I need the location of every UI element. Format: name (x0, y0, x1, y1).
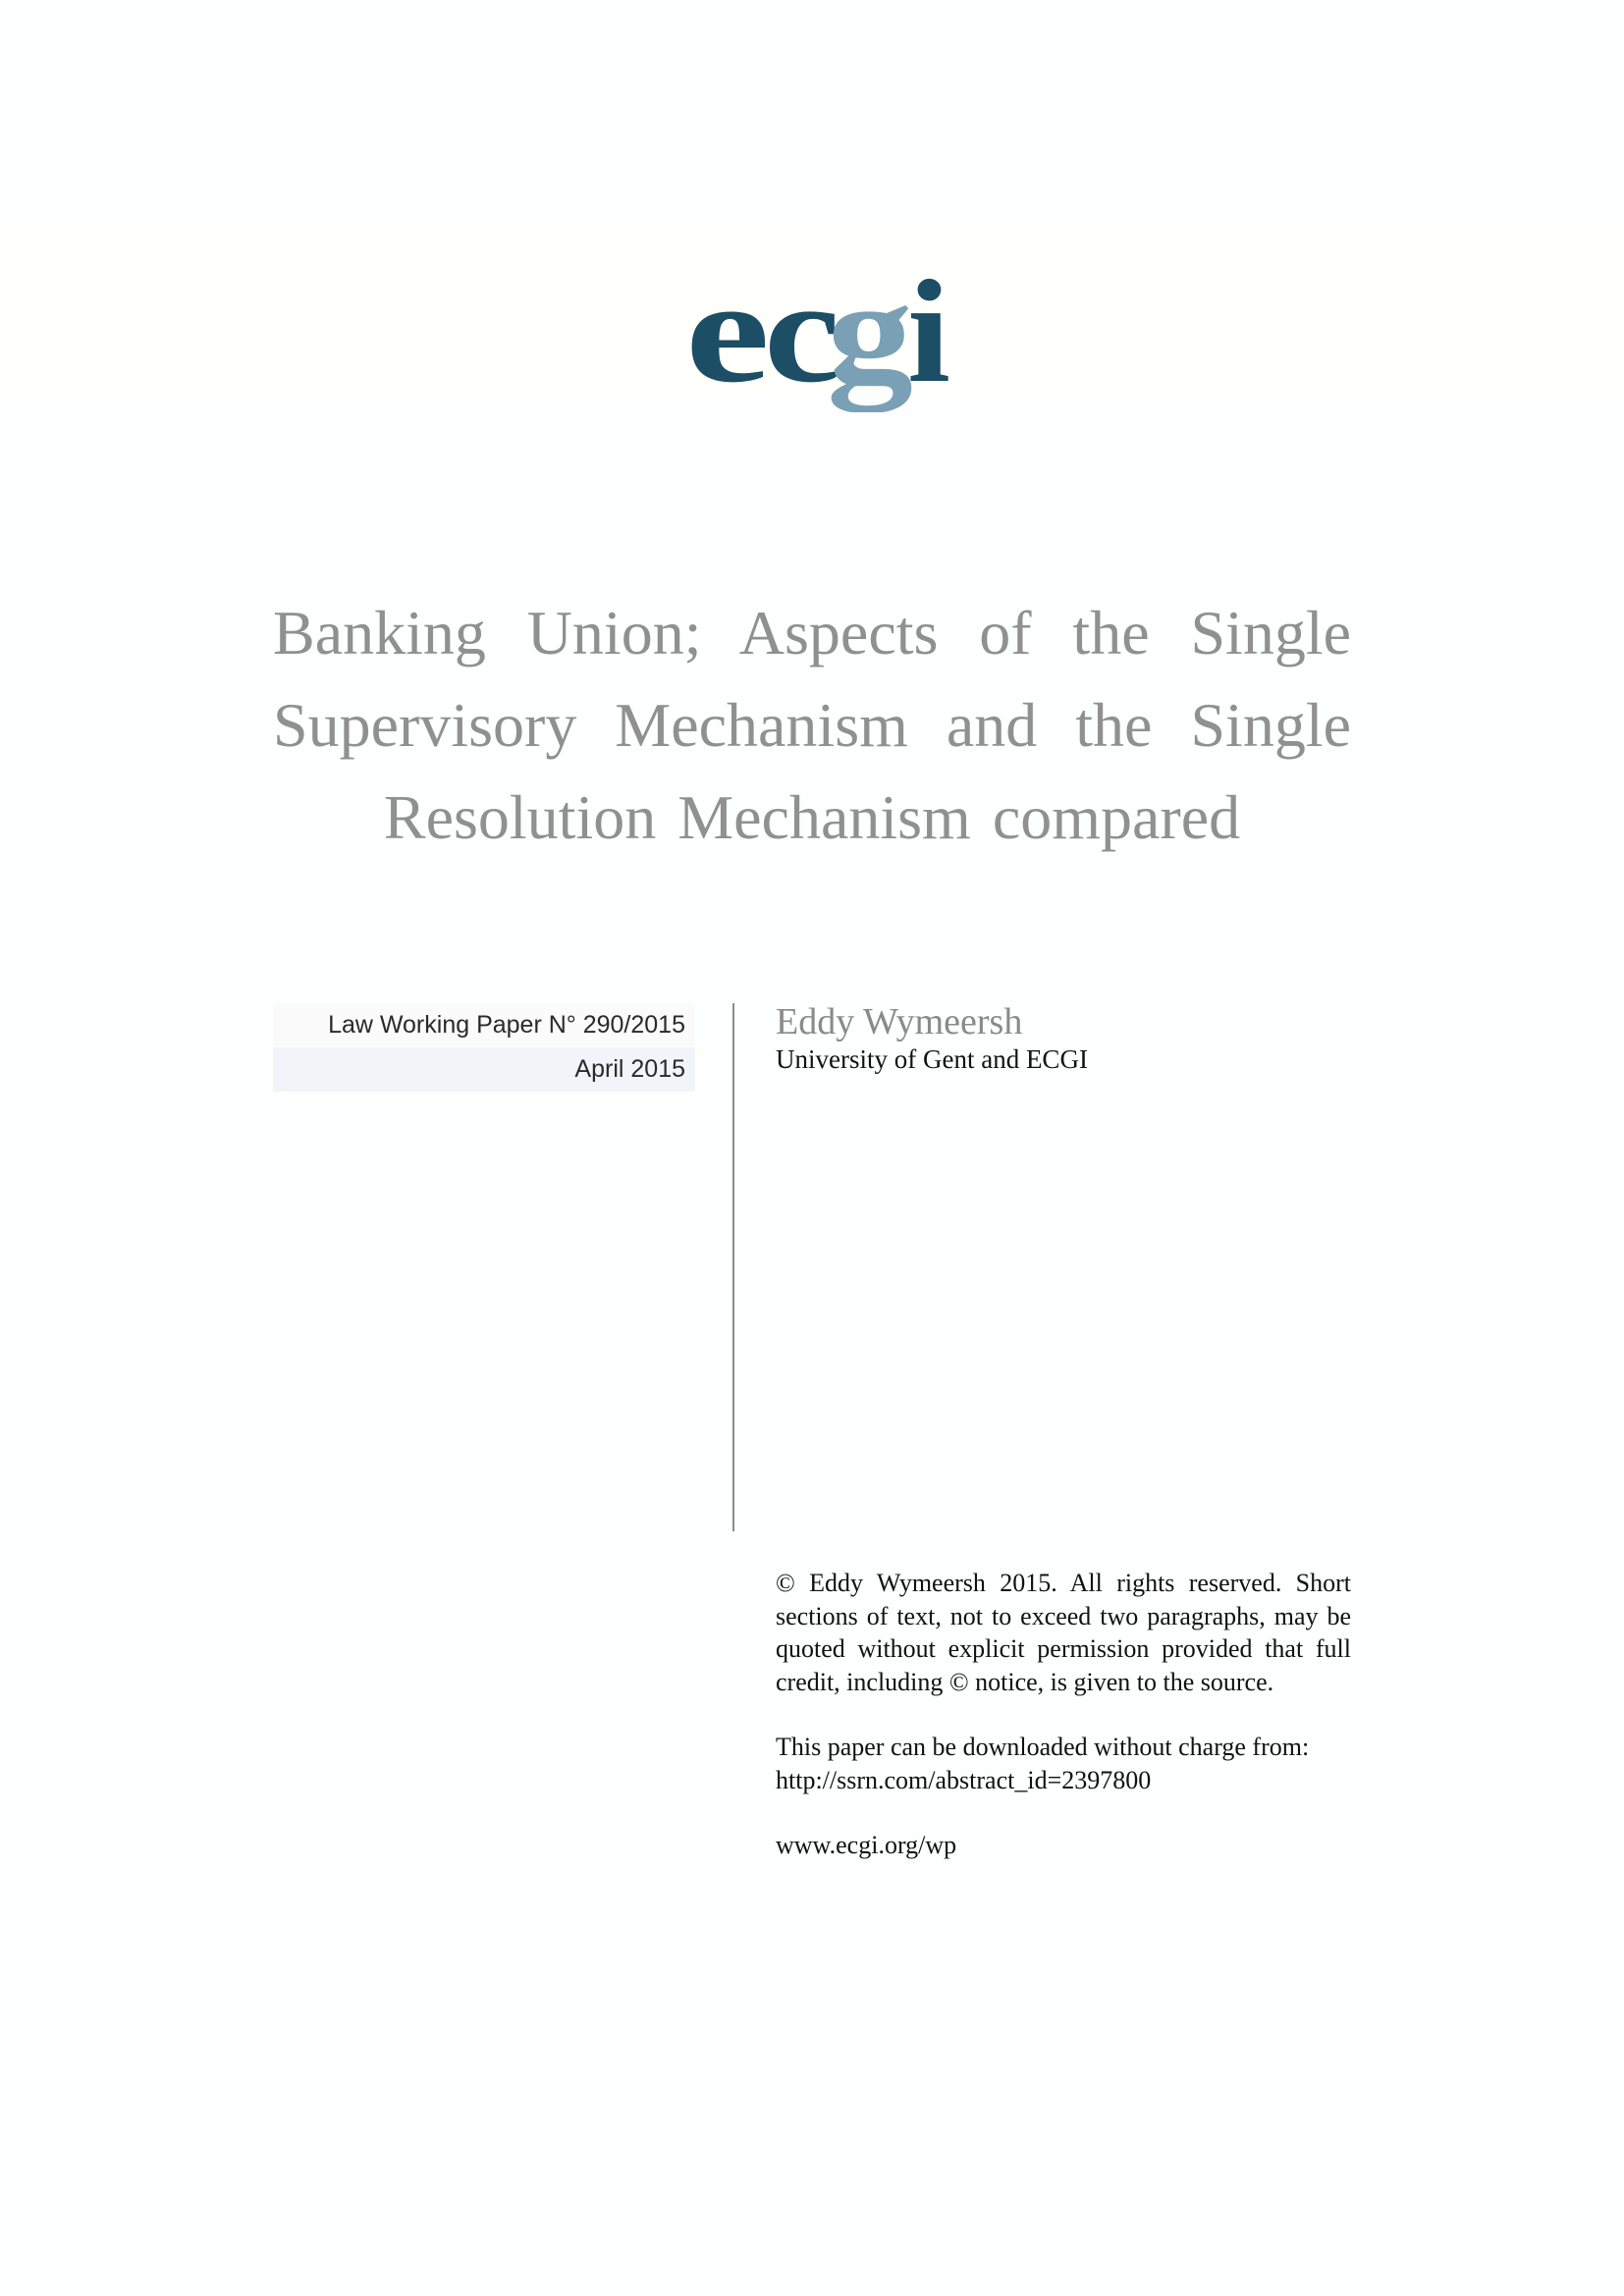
author-name: Eddy Wymeersh (776, 1001, 1023, 1042)
svg-text:g: g (827, 250, 913, 412)
ecgi-logo (677, 236, 962, 412)
website-link[interactable]: www.ecgi.org/wp (776, 1831, 957, 1859)
svg-text:i: i (907, 250, 950, 412)
column-divider (732, 1003, 734, 1531)
download-info (776, 1731, 1355, 1796)
paper-title: Banking Union; Aspects of the Single Supervisory Mechanism and the Single Resolution Mechanism compared (273, 598, 1351, 852)
svg-text:c: c (764, 250, 840, 412)
copyright-notice: © Eddy Wymeersh 2015. All rights reserved. Short sections of text, not to exceed two paragraphs, may be quoted without explicit permission provided that full credit, including © notice, is given to the source. (776, 1569, 1351, 1696)
download-link[interactable]: http://ssrn.com/abstract_id=2397800 (776, 1765, 1152, 1794)
svg-text:e: e (685, 250, 770, 412)
paper-meta (273, 1003, 695, 1092)
author-affiliation: University of Gent and ECGI (776, 1044, 1088, 1074)
publication-date: April 2015 (273, 1047, 695, 1092)
working-paper-number: Law Working Paper N° 290/2015 (273, 1003, 695, 1047)
download-text: This paper can be downloaded without charge from: (776, 1733, 1310, 1761)
